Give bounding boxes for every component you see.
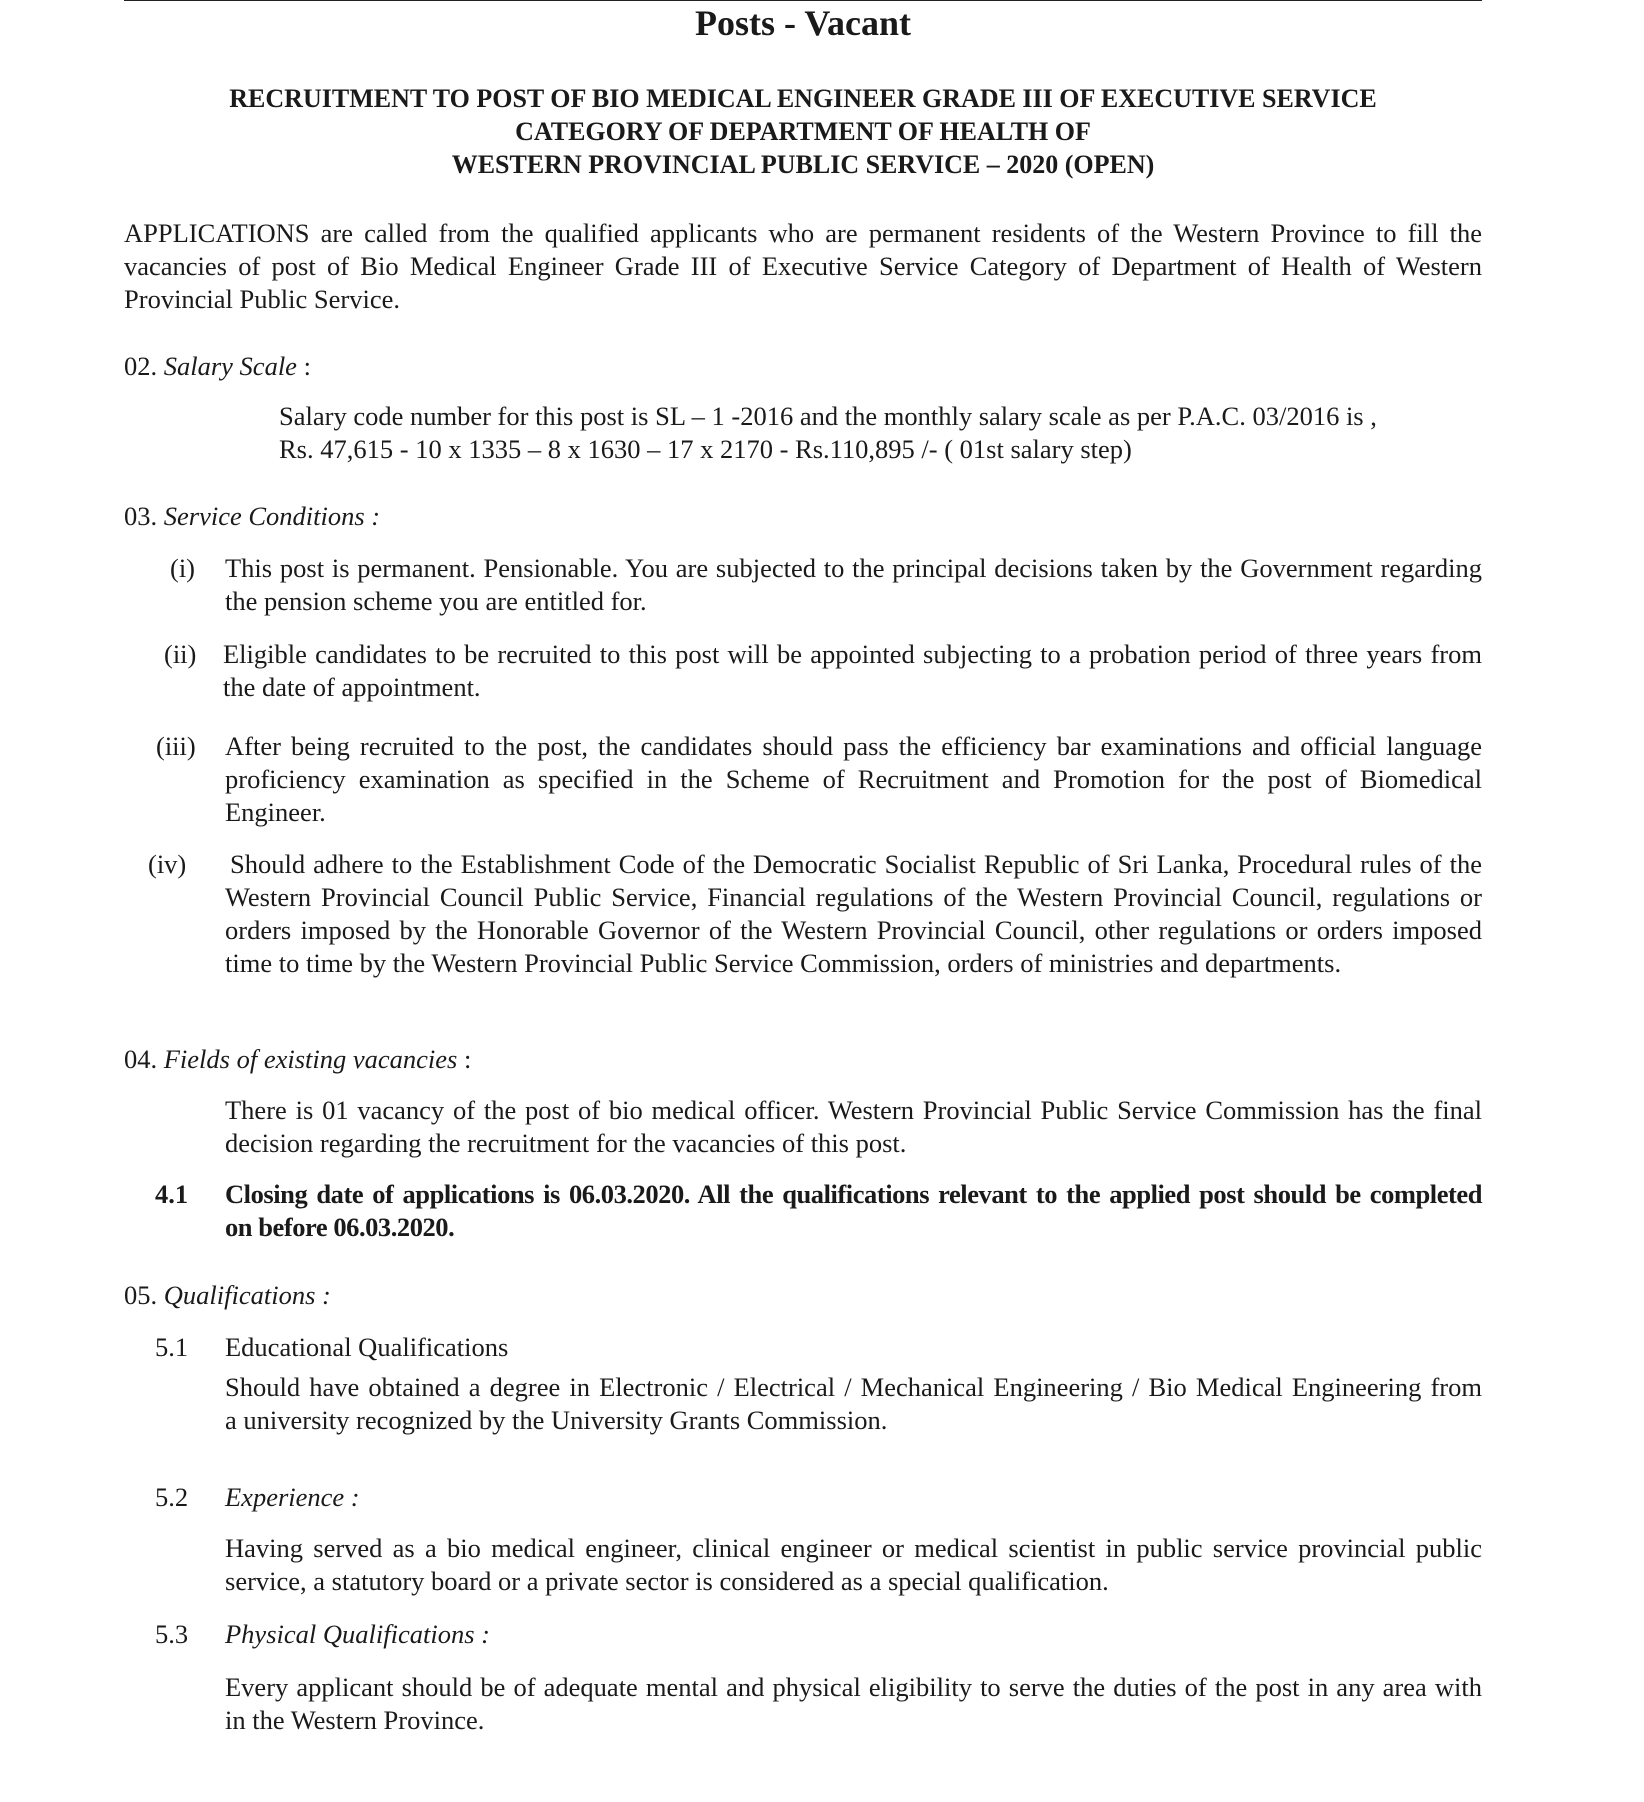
top-rule bbox=[124, 0, 1482, 1]
section-02-colon: : bbox=[296, 351, 311, 381]
salary-line-1: Salary code number for this post is SL – 1 -2016 and the monthly salary scale as per P.A.C. 03/2016 is , bbox=[279, 401, 1377, 431]
educational-qualifications-text bbox=[225, 1371, 1482, 1437]
condition-iii-line-2: proficiency examination as specified in the Scheme of Recruitment and Promotion for the post of Biomedical bbox=[225, 764, 1482, 794]
intro-line-2: vacancies of post of Bio Medical Engineer Grade III of Executive Service Category of Department of Health of Western bbox=[124, 251, 1482, 281]
physical-qualifications-text bbox=[225, 1671, 1482, 1737]
section-05-title: Qualifications : bbox=[163, 1280, 331, 1310]
subsection-5-3-number: 5.3 bbox=[155, 1619, 189, 1649]
intro-line-1: APPLICATIONS are called from the qualified applicants who are permanent residents of the Western Province to fill the bbox=[124, 218, 1482, 248]
condition-ii-line-1: Eligible candidates to be recruited to this post will be appointed subjecting to a probation period of three years from bbox=[223, 639, 1482, 669]
physical-line-1: Every applicant should be of adequate mental and physical eligibility to serve the duties of the post in any area with bbox=[225, 1672, 1482, 1702]
condition-ii-label: (ii) bbox=[164, 639, 197, 669]
section-04-heading bbox=[124, 1043, 471, 1076]
notice-title bbox=[124, 82, 1482, 181]
condition-iii-line-3: Engineer. bbox=[225, 797, 326, 827]
closing-date-line-1: Closing date of applications is 06.03.2020. All the qualifications relevant to the applied post should be completed bbox=[225, 1179, 1482, 1209]
condition-i-line-2: the pension scheme you are entitled for. bbox=[225, 586, 647, 616]
vacancies-text bbox=[225, 1094, 1482, 1160]
subsection-5-1-title: Educational Qualifications bbox=[225, 1332, 509, 1362]
subsection-5-3-title: Physical Qualifications : bbox=[225, 1619, 490, 1649]
condition-iv-text bbox=[225, 848, 1482, 980]
vacancies-line-1: There is 01 vacancy of the post of bio medical officer. Western Provincial Public Service Commission has the final bbox=[225, 1095, 1482, 1125]
education-line-1: Should have obtained a degree in Electronic / Electrical / Mechanical Engineering / Bio Medical Engineering from bbox=[225, 1372, 1482, 1402]
condition-i-text bbox=[225, 552, 1482, 618]
section-03-number: 03. bbox=[124, 501, 158, 531]
condition-i-line-1: This post is permanent. Pensionable. You are subjected to the principal decisions taken by the Government regarding bbox=[225, 553, 1482, 583]
closing-date-line-2: on before 06.03.2020. bbox=[225, 1212, 455, 1242]
condition-iv-line-1: Should adhere to the Establishment Code of the Democratic Socialist Republic of Sri Lanka, Procedural rules of the bbox=[230, 849, 1482, 879]
subsection-4-1-number: 4.1 bbox=[155, 1179, 189, 1209]
subsection-5-1-number: 5.1 bbox=[155, 1332, 189, 1362]
section-03-heading bbox=[124, 500, 380, 533]
intro-paragraph bbox=[124, 217, 1482, 316]
condition-ii-line-2: the date of appointment. bbox=[223, 672, 481, 702]
section-04-title: Fields of existing vacancies bbox=[163, 1044, 458, 1074]
subsection-5-2-number: 5.2 bbox=[155, 1482, 189, 1512]
page-heading: Posts - Vacant bbox=[694, 3, 912, 43]
condition-i-label: (i) bbox=[170, 553, 196, 583]
section-05-number: 05. bbox=[124, 1280, 158, 1310]
salary-scale-text bbox=[279, 400, 1482, 466]
section-04-colon: : bbox=[457, 1044, 472, 1074]
section-02-heading bbox=[124, 350, 311, 383]
title-line-2: CATEGORY OF DEPARTMENT OF HEALTH OF bbox=[515, 117, 1091, 146]
title-line-3: WESTERN PROVINCIAL PUBLIC SERVICE – 2020 (OPEN) bbox=[451, 150, 1155, 179]
condition-iii-label: (iii) bbox=[156, 731, 196, 761]
condition-iv-line-3: orders imposed by the Honorable Governor of the Western Provincial Council, other regulations or orders imposed bbox=[225, 915, 1482, 945]
condition-iv-line-4: time to time by the Western Provincial Public Service Commission, orders of ministries and departments. bbox=[225, 948, 1342, 978]
condition-iii-line-1: After being recruited to the post, the candidates should pass the efficiency bar examinations and official language bbox=[225, 731, 1482, 761]
intro-line-3: Provincial Public Service. bbox=[124, 284, 400, 314]
condition-ii-text bbox=[223, 638, 1482, 704]
experience-line-2: service, a statutory board or a private sector is considered as a special qualification. bbox=[225, 1566, 1109, 1596]
vacancies-line-2: decision regarding the recruitment for the vacancies of this post. bbox=[225, 1128, 907, 1158]
section-02-title: Salary Scale bbox=[163, 351, 297, 381]
physical-line-2: in the Western Province. bbox=[225, 1705, 485, 1735]
condition-iii-text bbox=[225, 730, 1482, 829]
experience-text bbox=[225, 1532, 1482, 1598]
closing-date-text bbox=[225, 1178, 1482, 1244]
title-line-1: RECRUITMENT TO POST OF BIO MEDICAL ENGINEER GRADE III OF EXECUTIVE SERVICE bbox=[229, 84, 1377, 113]
condition-iv-label: (iv) bbox=[148, 849, 187, 879]
section-05-heading bbox=[124, 1279, 331, 1312]
salary-line-2: Rs. 47,615 - 10 x 1335 – 8 x 1630 – 17 x 2170 - Rs.110,895 /- ( 01st salary step) bbox=[279, 434, 1132, 464]
education-line-2: a university recognized by the University Grants Commission. bbox=[225, 1405, 888, 1435]
section-04-number: 04. bbox=[124, 1044, 158, 1074]
subsection-5-2-title: Experience : bbox=[225, 1482, 360, 1512]
condition-iv-line-2: Western Provincial Council Public Service, Financial regulations of the Western Provincial Council, regulations or bbox=[225, 882, 1482, 912]
section-03-title: Service Conditions : bbox=[163, 501, 381, 531]
experience-line-1: Having served as a bio medical engineer, clinical engineer or medical scientist in public service provincial public bbox=[225, 1533, 1482, 1563]
section-02-number: 02. bbox=[124, 351, 158, 381]
